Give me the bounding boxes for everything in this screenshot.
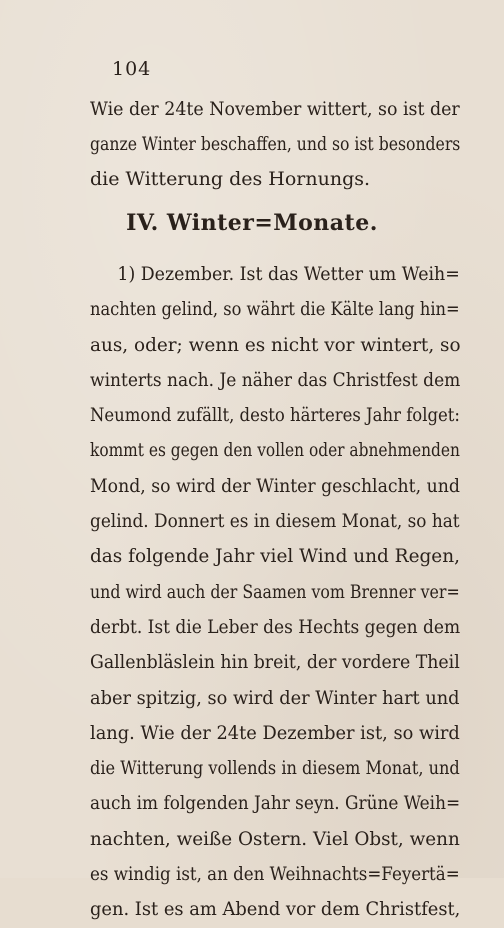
text-line: winterts nach. Je näher das Christfest dem (90, 368, 461, 391)
text-line: das folgende Jahr viel Wind und Regen, (90, 545, 460, 568)
page-number: 104 (112, 58, 152, 80)
body-paragraph (90, 257, 460, 928)
text-line: Wie der 24te November wittert, so ist der (90, 98, 460, 120)
text-line: auch im folgenden Jahr seyn. Grüne Weih= (90, 792, 461, 815)
text-line: lang. Wie der 24te Dezember ist, so wird (90, 721, 460, 744)
text-line: aber spitzig, so wird der Winter hart und (90, 686, 460, 709)
intro-paragraph (90, 92, 460, 197)
text-line: 1) Dezember. Ist das Wetter um Weih= (117, 263, 460, 285)
text-line: und wird auch der Saamen vom Brenner ver= (90, 580, 460, 603)
text-line: die Witterung vollends in diesem Monat, und (90, 757, 460, 780)
text-line: die Witterung des Hornungs. (90, 168, 371, 190)
text-line: es windig ist, an den Weihnachts=Feyertä= (90, 863, 460, 886)
text-line: Neumond zufällt, desto härteres Jahr folget: (90, 404, 460, 427)
text-line: gen. Ist es am Abend vor dem Christfest, (90, 898, 461, 921)
text-line: aus, oder; wenn es nicht vor wintert, so (90, 333, 461, 356)
text-line: gelind. Donnert es in diesem Monat, so hat (90, 510, 460, 533)
text-line: kommt es gegen den vollen oder abnehmenden (90, 439, 460, 462)
section-heading: IV. Winter=Monate. (126, 210, 378, 236)
text-line: Gallenbläslein hin breit, der vordere Theil (90, 651, 460, 674)
text-line: derbt. Ist die Leber des Hechts gegen dem (90, 615, 461, 638)
text-line: Mond, so wird der Winter geschlacht, und (90, 474, 460, 497)
text-line: nachten, weiße Ostern. Viel Obst, wenn (90, 827, 460, 850)
text-line: ganze Winter beschaffen, und so ist besonders (90, 133, 461, 155)
text-line: nachten gelind, so währt die Kälte lang hin= (90, 298, 460, 321)
